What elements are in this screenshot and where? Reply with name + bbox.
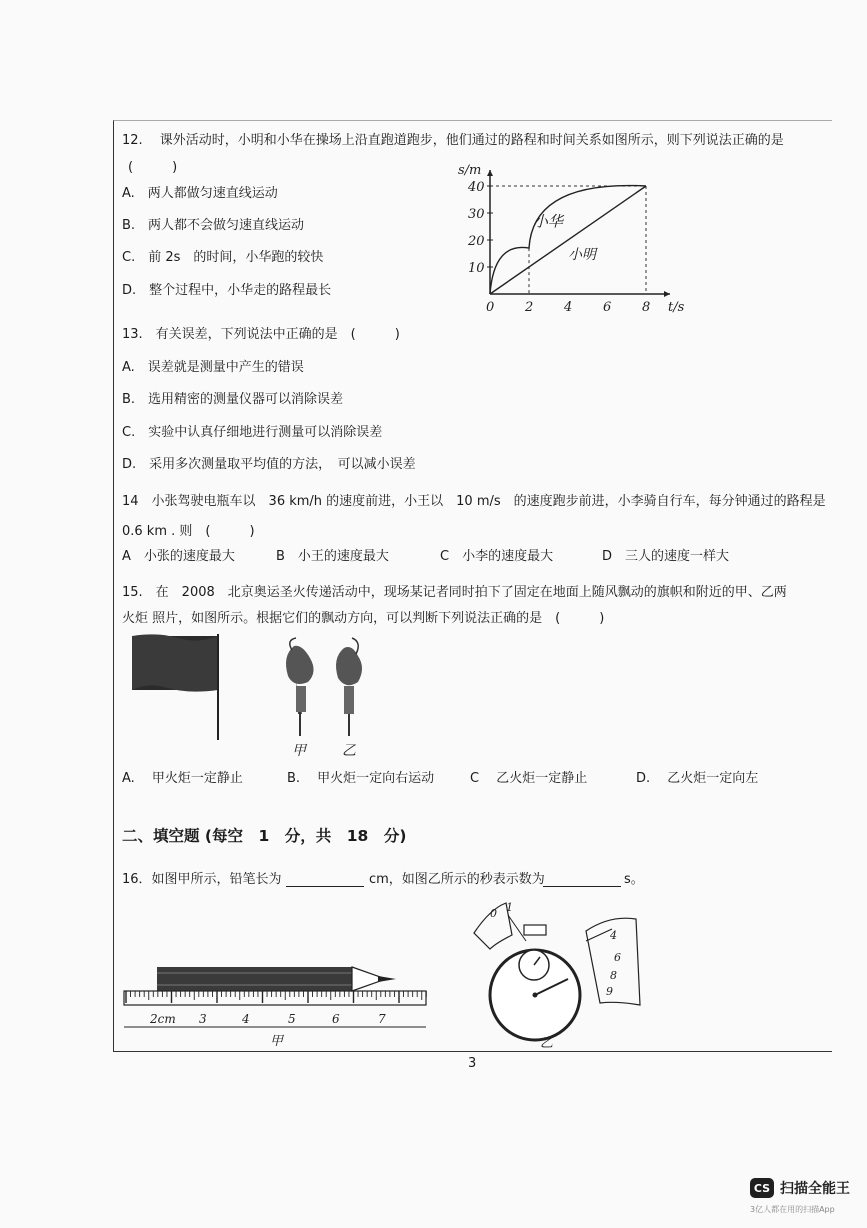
torch-yi — [336, 638, 362, 736]
q13-option-d: D. 采用多次测量取平均值的方法， 可以减小误差 — [122, 457, 416, 472]
torch-figure — [272, 636, 382, 761]
q14-option-a: A 小张的速度最大 — [122, 549, 235, 564]
y-axis-label: s/m — [458, 163, 482, 178]
q14-option-b: B 小王的速度最大 — [276, 549, 389, 564]
series-label-xiaohua: 小华 — [532, 212, 563, 231]
q14-line2: 0.6 km . 则 ( ) — [122, 524, 255, 539]
y-tick-label-40: 40 — [468, 180, 485, 195]
torch-label-yi: 乙 — [342, 743, 356, 759]
q15-option-b: B. 甲火炬一定向右运动 — [287, 771, 435, 786]
q16-blank-time — [543, 886, 621, 887]
ruler-label-7: 7 — [378, 1012, 386, 1026]
ruler-label-2cm: 2cm — [150, 1012, 176, 1026]
q16-blank-length — [286, 886, 364, 887]
x-tick-label-4: 4 — [564, 300, 573, 315]
figure-label-yi: 乙 — [540, 1036, 554, 1051]
x-tick-label-6: 6 — [603, 300, 612, 315]
section-title: 二、填空题 (每空 1 分，共 18 分) — [122, 827, 407, 845]
torch-jia — [286, 638, 314, 736]
dial-label-8: 8 — [610, 969, 617, 982]
q15-line1: 15. 在 2008 北京奥运圣火传递活动中，现场某记者同时拍下了固定在地面上随风飘动的旗帜和附近的甲、乙两 — [122, 585, 787, 600]
scanner-tagline: 3亿人都在用的扫描App — [750, 1205, 835, 1214]
torch-label-jia: 甲 — [292, 743, 306, 759]
flag-figure — [128, 630, 228, 745]
series-line-xiaoming — [490, 186, 646, 294]
q13-stem: 13. 有关误差，下列说法中正确的是 ( ) — [122, 327, 400, 342]
dial-label-9: 9 — [606, 985, 613, 998]
q14-option-d: D 三人的速度一样大 — [602, 549, 730, 564]
ruler-label-3: 3 — [199, 1012, 207, 1026]
figure-label-jia: 甲 — [270, 1034, 284, 1049]
q14-line1: 14 小张驾驶电瓶车以 36 km/h 的速度前进，小王以 10 m/s 的速度跑步前进，小李骑自行车，每分钟通过的路程是 — [122, 494, 826, 509]
y-tick-label-10: 10 — [468, 261, 485, 276]
page-number: 3 — [468, 1056, 477, 1071]
distance-time-chart — [450, 158, 685, 318]
ruler-label-5: 5 — [288, 1012, 296, 1026]
series-label-xiaoming: 小明 — [568, 246, 596, 263]
ruler-figure — [120, 955, 430, 1050]
x-tick-label-0: 0 — [486, 300, 495, 315]
q15-option-a: A. 甲火炬一定静止 — [122, 771, 243, 786]
x-tick-label-2: 2 — [525, 300, 534, 315]
x-axis-label: t/s — [668, 300, 685, 315]
q15-line2: 火炬 照片，如图所示。根据它们的飘动方向，可以判断下列说法正确的是 ( ) — [122, 611, 605, 626]
pencil — [157, 967, 396, 991]
x-tick-label-8: 8 — [642, 300, 651, 315]
q13-option-c: C. 实验中认真仔细地进行测量可以消除误差 — [122, 425, 383, 440]
y-axis-arrow — [487, 170, 493, 176]
scanner-logo-badge: CS — [750, 1178, 774, 1198]
q15-option-c: C 乙火炬一定静止 — [470, 771, 588, 786]
q12-stem: 12. 课外活动时，小明和小华在操场上沿直跑道跑步，他们通过的路程和时间关系如图所示，则下列说法正确的是 — [122, 133, 784, 148]
q15-option-d: D. 乙火炬一定向左 — [636, 771, 759, 786]
q12-option-d: D. 整个过程中，小华走的路程最长 — [122, 283, 332, 298]
dial-label-1: 1 — [506, 901, 513, 914]
ruler-label-6: 6 — [332, 1012, 340, 1026]
q13-option-b: B. 选用精密的测量仪器可以消除误差 — [122, 392, 344, 407]
q16-text-c: s。 — [624, 872, 644, 887]
q12-answer-paren: ( ) — [128, 160, 178, 175]
q16-text-a: 16．如图甲所示，铅笔长为 — [122, 872, 282, 887]
dial-label-6: 6 — [614, 951, 621, 964]
dial-label-0: 0 — [490, 907, 497, 920]
y-tick-label-30: 30 — [468, 207, 485, 222]
dial-label-4: 4 — [610, 929, 617, 942]
q12-option-b: B. 两人都不会做匀速直线运动 — [122, 218, 305, 233]
q12-option-a: A. 两人都做匀速直线运动 — [122, 186, 278, 201]
stopwatch-figure — [460, 895, 650, 1050]
q16-text-b: cm，如图乙所示的秒表示数为 — [369, 872, 545, 887]
q13-option-a: A. 误差就是测量中产生的错误 — [122, 360, 304, 375]
q14-option-c: C 小李的速度最大 — [440, 549, 554, 564]
scanner-watermark — [750, 1178, 850, 1198]
scanner-app-name: 扫描全能王 — [780, 1181, 850, 1197]
ruler-label-4: 4 — [242, 1012, 250, 1026]
q12-option-c: C. 前 2s 的时间，小华跑的较快 — [122, 250, 324, 265]
y-tick-label-20: 20 — [468, 234, 485, 249]
